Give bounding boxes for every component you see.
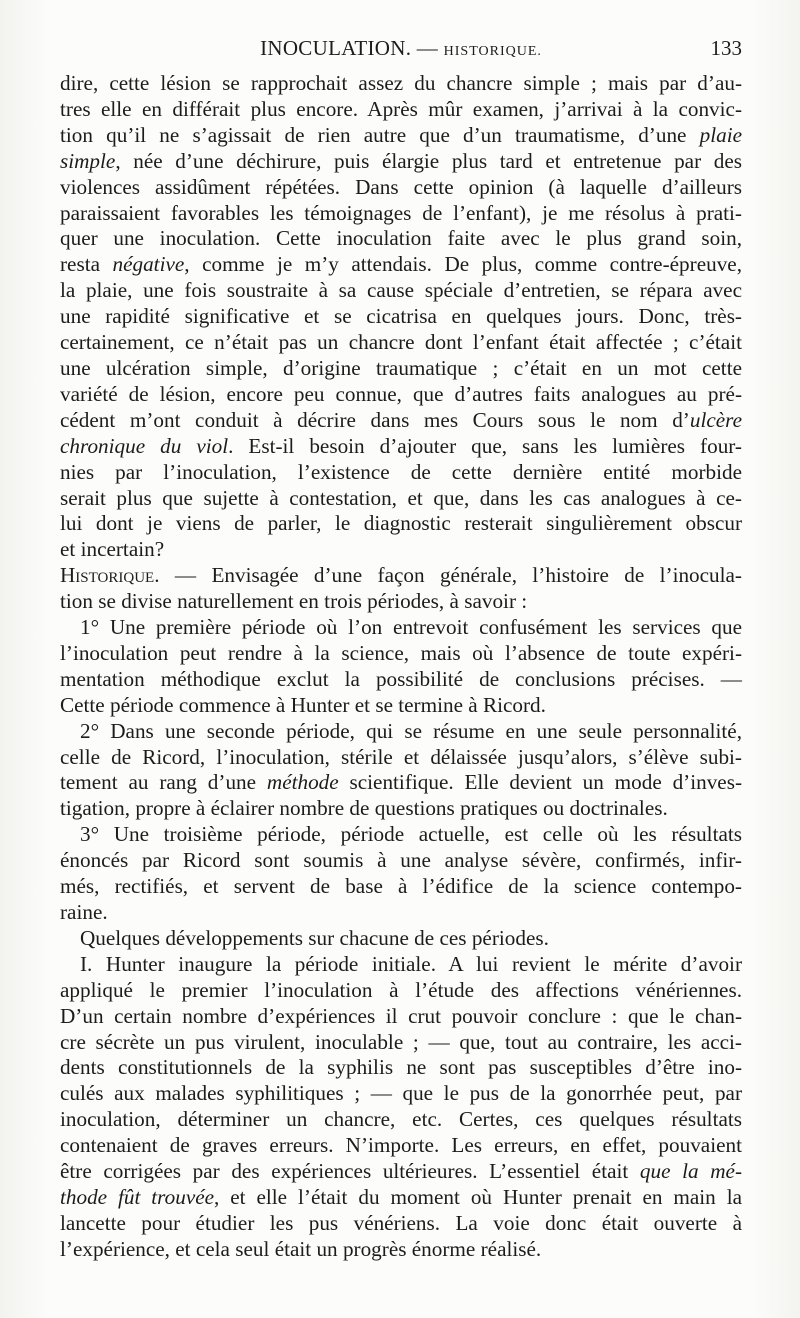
text-run: certainement, ce n’était pas un chancre dont l’enfant était affectée ; c’était — [60, 330, 742, 355]
section-heading: Historique. — [60, 563, 160, 588]
text-run: culés aux malades syphilitiques ; — que le pus de la gonorrhée peut, par — [60, 1081, 742, 1106]
text-line — [60, 719, 742, 745]
text-run: l’inoculation peut rendre à la science, mais où l’absence de toute expéri- — [60, 640, 742, 665]
text-line — [60, 952, 742, 978]
text-run: celle de Ricord, l’inoculation, stérile et délaissée jusqu’alors, s’élève subi- — [60, 744, 742, 769]
text-run: D’un certain nombre d’expériences il crut pouvoir conclure : que le chan- — [60, 1003, 742, 1028]
text-run: tion qu’il ne s’agissait de rien autre que d’un traumatisme, d’une — [60, 122, 700, 147]
text-line — [60, 201, 742, 227]
text-line — [60, 71, 742, 97]
page-number: 133 — [710, 36, 742, 60]
text-run: lancette pour étudier les pus vénériens. La voie donc était ouverte à — [60, 1210, 742, 1235]
text-line — [60, 1211, 742, 1237]
text-run: scientifique. Elle devient un mode d’inves- — [338, 770, 742, 795]
text-line — [60, 693, 742, 719]
text-line — [60, 796, 742, 822]
text-line — [60, 900, 742, 926]
text-run: nies par l’inoculation, l’existence de cette dernière entité morbide — [60, 459, 742, 484]
italic-text: ulcère — [689, 407, 742, 432]
text-run: tement au rang d’une — [60, 770, 267, 795]
text-run: variété de lésion, encore peu connue, que d’autres faits analogues au pré- — [60, 381, 742, 406]
text-line — [60, 123, 742, 149]
text-run: dire, cette lésion se rapprochait assez du chancre simple ; mais par d’au- — [60, 71, 742, 95]
text-run: mentation méthodique exclut la possibilité de conclusions précises. — — [60, 666, 742, 691]
text-run: dents constitutionnels de la syphilis ne sont pas susceptibles d’être ino- — [60, 1055, 742, 1080]
text-run: més, rectifiés, et servent de base à l’édifice de la science contempo- — [60, 874, 742, 899]
text-run: lui dont je viens de parler, le diagnostic resterait singulièrement obscur — [60, 511, 742, 536]
text-line — [60, 175, 742, 201]
text-line — [60, 1159, 742, 1185]
text-run: tigation, propre à éclairer nombre de questions pratiques ou doctrinales. — [60, 796, 668, 821]
text-line — [60, 848, 742, 874]
italic-text: simple — [60, 148, 116, 173]
text-run: inoculation, déterminer un chancre, etc. Certes, ces quelques résultats — [60, 1107, 742, 1132]
text-run: resta — [60, 252, 113, 277]
text-line — [60, 1055, 742, 1081]
text-run: Quelques développements sur chacune de ces périodes. — [80, 925, 549, 950]
text-run: contenaient de graves erreurs. N’importe. Les erreurs, en effet, pouvaient — [60, 1133, 742, 1158]
text-run: quer une inoculation. Cette inoculation faite avec le plus grand soin, — [60, 226, 742, 251]
text-line — [60, 770, 742, 796]
text-line — [60, 356, 742, 382]
text-line — [60, 434, 742, 460]
text-line — [60, 1185, 742, 1211]
text-line — [60, 563, 742, 589]
text-run: être corrigées par des expériences ultérieures. L’essentiel était — [60, 1159, 640, 1184]
italic-text: chronique du viol — [60, 433, 229, 458]
text-run: et incertain? — [60, 537, 165, 562]
running-title-separator: — — [411, 36, 444, 60]
text-line — [60, 1081, 742, 1107]
italic-text: méthode — [266, 770, 339, 795]
text-line — [60, 641, 742, 667]
text-run: tres elle en différait plus encore. Après mûr examen, j’arrivai à la convic- — [60, 96, 742, 121]
text-line — [60, 330, 742, 356]
text-run: , et elle l’était du moment où Hunter prenait en main la — [214, 1184, 742, 1209]
text-line — [60, 667, 742, 693]
text-line — [60, 1030, 742, 1056]
text-line — [60, 537, 742, 563]
text-line — [60, 926, 742, 952]
text-run: , comme je m’y attendais. De plus, comme contre-épreuve, — [184, 252, 742, 277]
running-title-section: HISTORIQUE. — [443, 44, 542, 59]
text-line — [60, 149, 742, 175]
text-line — [60, 304, 742, 330]
text-run: raine. — [60, 900, 108, 924]
text-line — [60, 226, 742, 252]
text-line — [60, 97, 742, 123]
italic-text: que la mé- — [639, 1159, 742, 1184]
text-run: une rapidité significative et se cicatrisa en quelques jours. Donc, très- — [60, 304, 742, 329]
text-line — [60, 382, 742, 408]
text-run: l’expérience, et cela seul était un progrès énorme réalisé. — [60, 1236, 542, 1261]
text-line — [60, 978, 742, 1004]
text-run: appliqué le premier l’inoculation à l’étude des affections vénériennes. — [60, 977, 742, 1002]
italic-text: plaie — [699, 122, 742, 147]
text-run: paraissaient favorables les témoignages de l’enfant), je me résolus à prati- — [60, 200, 742, 225]
text-line — [60, 460, 742, 486]
text-run: I. Hunter inaugure la période initiale. A lui revient le mérite d’avoir — [80, 951, 742, 976]
text-line — [60, 1004, 742, 1030]
text-run: énoncés par Ricord sont soumis à une analyse sévère, confirmés, infir- — [60, 848, 742, 873]
text-run: , née d’une déchirure, puis élargie plus tard et entretenue par des — [115, 148, 742, 173]
text-run: Cette période commence à Hunter et se termine à Ricord. — [60, 692, 546, 717]
text-run: — Envisagée d’une façon générale, l’histoire de l’inocula- — [159, 563, 742, 588]
running-title-main: INOCULATION. — [260, 36, 412, 60]
text-line — [60, 511, 742, 537]
text-run: 1° Une première période où l’on entrevoit confusément les services que — [80, 615, 742, 640]
text-line — [60, 822, 742, 848]
text-line — [60, 589, 742, 615]
text-line — [60, 278, 742, 304]
running-header — [60, 36, 742, 66]
text-line — [60, 1133, 742, 1159]
text-run: cédent m’ont conduit à décrire dans mes Cours sous le nom d’ — [60, 407, 690, 432]
italic-text: négative — [112, 252, 185, 277]
text-line — [60, 1107, 742, 1133]
text-run: une ulcération simple, d’origine traumatique ; c’était en un mot cette — [60, 355, 742, 380]
text-run: . Est-il besoin d’ajouter que, sans les lumières four- — [228, 433, 742, 458]
text-run: tion se divise naturellement en trois périodes, à savoir : — [60, 589, 528, 614]
text-line — [60, 874, 742, 900]
text-run: serait plus que sujette à contestation, et que, dans les cas analogues à ce- — [60, 485, 742, 510]
text-line — [60, 408, 742, 434]
running-title — [60, 36, 742, 61]
text-line — [60, 1237, 742, 1263]
text-run: 3° Une troisième période, période actuelle, est celle où les résultats — [80, 822, 742, 847]
text-line — [60, 615, 742, 641]
text-run: violences assidûment répétées. Dans cette opinion (à laquelle d’ailleurs — [60, 174, 742, 199]
text-run: cre sécrète un pus virulent, inoculable ; — que, tout au contraire, les acci- — [60, 1029, 742, 1054]
text-line — [60, 745, 742, 771]
italic-text: thode fût trouvée — [60, 1184, 215, 1209]
body-text — [60, 71, 742, 1263]
text-run: la plaie, une fois soustraite à sa cause spéciale d’entretien, se répara avec — [60, 278, 742, 303]
text-line — [60, 252, 742, 278]
text-run: 2° Dans une seconde période, qui se résume en une seule personnalité, — [80, 718, 742, 743]
text-line — [60, 486, 742, 512]
